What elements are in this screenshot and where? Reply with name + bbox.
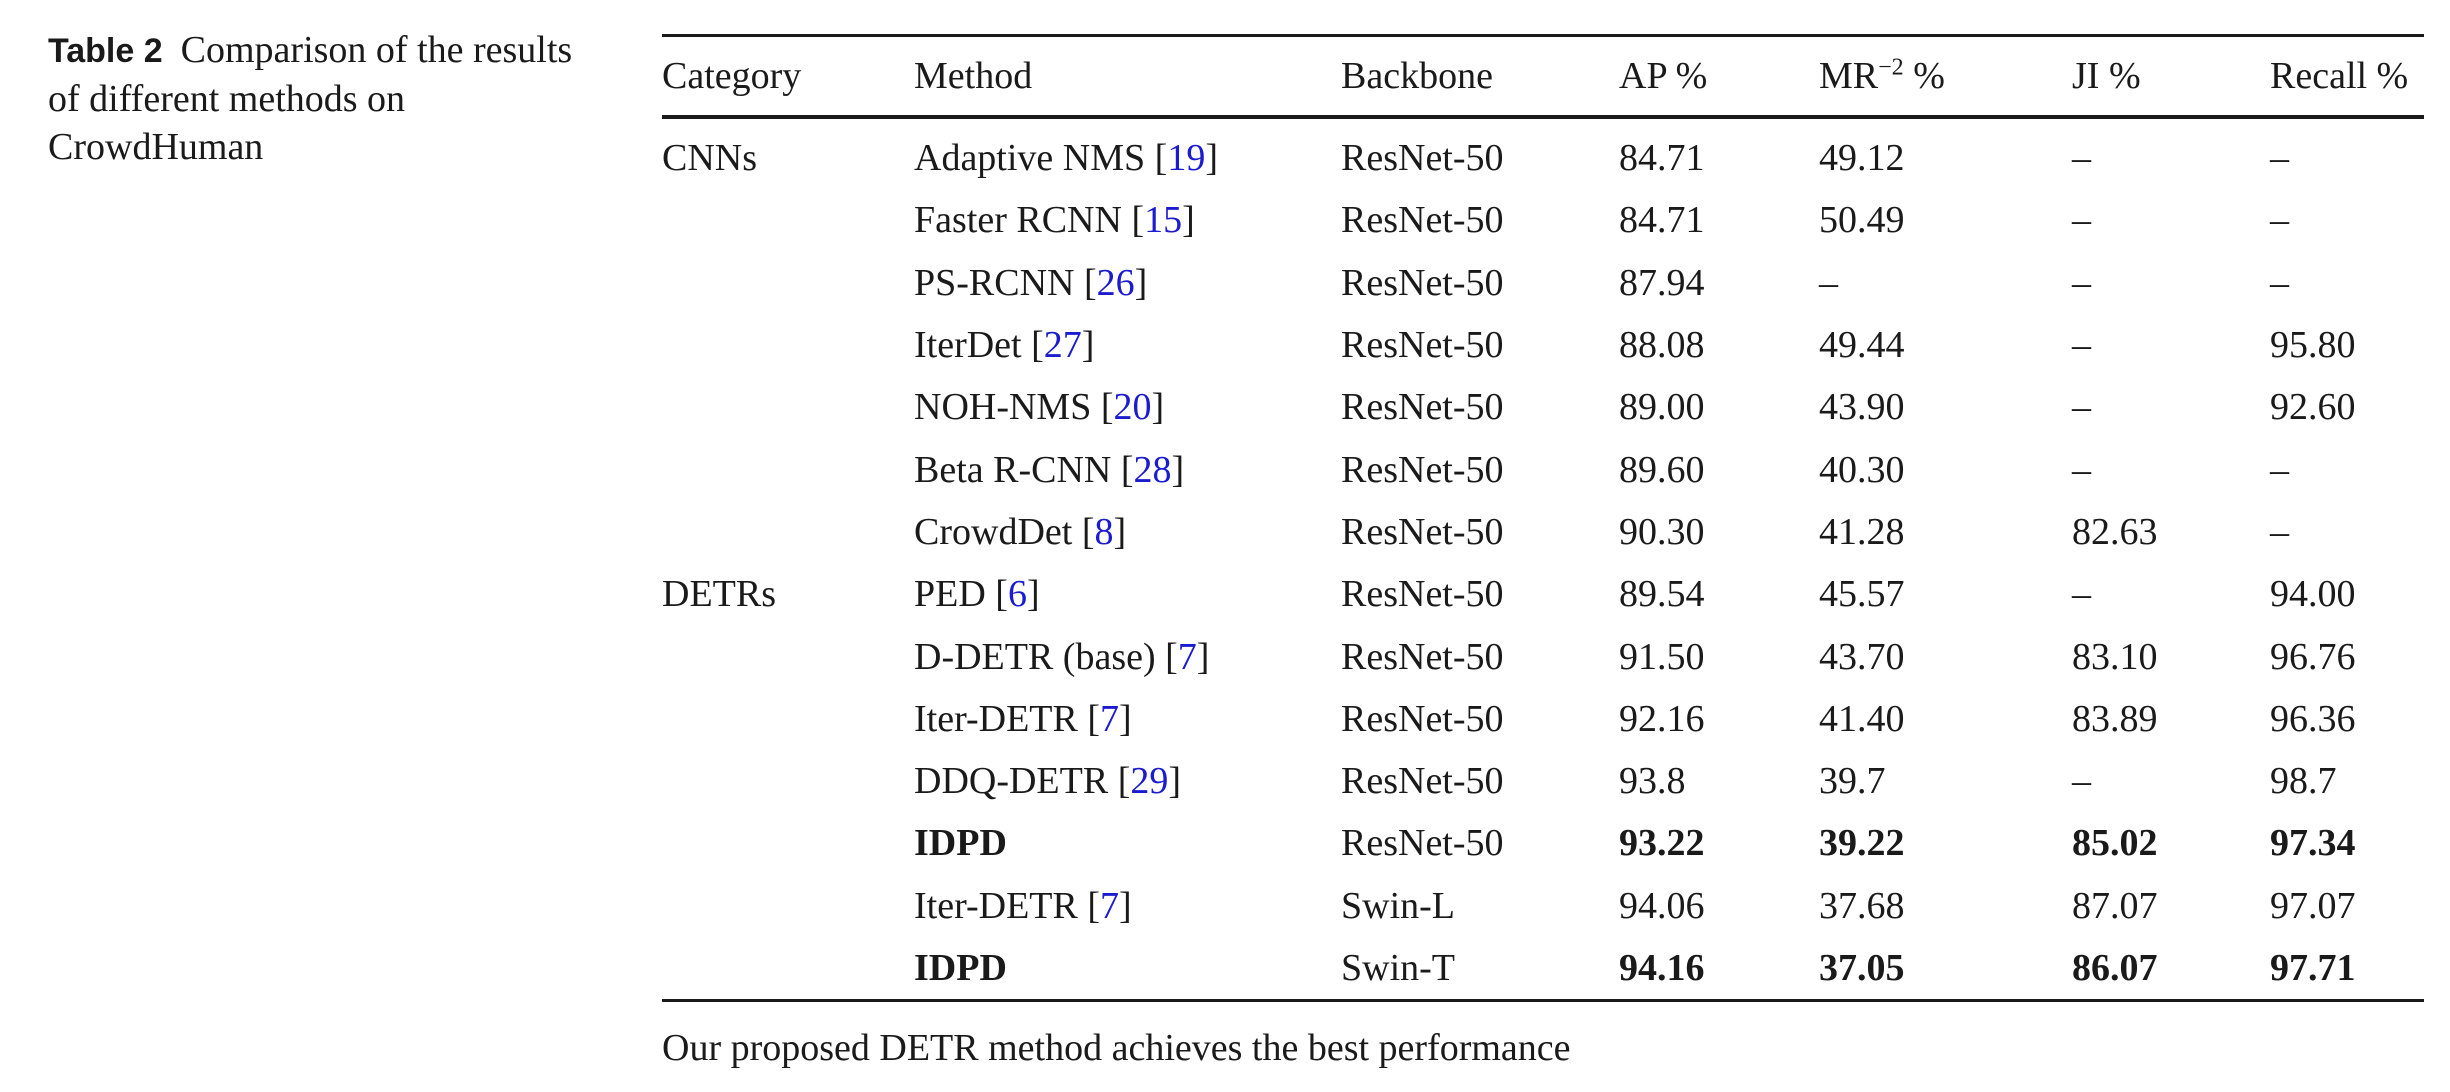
cell-ji: 85.02 (2072, 822, 2158, 865)
table-row (662, 117, 2424, 189)
cell-category (662, 937, 914, 1001)
citation-link[interactable]: 7 (1177, 635, 1197, 678)
cell-ji: – (2072, 261, 2091, 304)
table-row (662, 625, 2424, 687)
cell-category (662, 376, 914, 438)
cell-backbone: ResNet-50 (1341, 448, 1504, 491)
cell-backbone: Swin-L (1341, 884, 1455, 927)
cell-category (662, 252, 914, 314)
table-row (662, 688, 2424, 750)
cell-ji: 83.89 (2072, 697, 2158, 740)
cell-mr: 41.40 (1819, 697, 1905, 740)
method-name: Adaptive NMS (914, 137, 1146, 180)
table-row (662, 750, 2424, 812)
table-row (662, 376, 2424, 438)
cell-recall: 98.7 (2270, 760, 2337, 803)
header-ji: JI % (2072, 55, 2141, 97)
cell-backbone: ResNet-50 (1341, 510, 1504, 553)
cell-backbone: ResNet-50 (1341, 386, 1504, 429)
cell-backbone: ResNet-50 (1341, 324, 1504, 367)
cell-ap: 87.94 (1619, 261, 1705, 304)
citation-link[interactable]: 19 (1167, 137, 1206, 180)
method-name: PS-RCNN (914, 261, 1075, 304)
cell-ji: 83.10 (2072, 635, 2158, 678)
cell-ji: 86.07 (2072, 947, 2158, 989)
table-row (662, 563, 2424, 625)
cell-method: Iter-DETR [7] (914, 884, 1132, 927)
citation-link[interactable]: 7 (1100, 884, 1119, 927)
caption-text: Comparison of the results of different methods on CrowdHuman (48, 29, 573, 168)
cell-category (662, 875, 914, 937)
cell-backbone: ResNet-50 (1341, 137, 1504, 180)
cell-method: PED [6] (914, 573, 1040, 616)
cell-backbone: Swin-T (1341, 947, 1455, 989)
cell-backbone: ResNet-50 (1341, 573, 1504, 616)
cell-recall: 96.36 (2270, 697, 2356, 740)
cell-backbone: ResNet-50 (1341, 261, 1504, 304)
cell-ji: 82.63 (2072, 510, 2158, 553)
cell-recall: – (2270, 199, 2289, 242)
cell-ap: 90.30 (1619, 510, 1705, 553)
cell-method: Iter-DETR [7] (914, 697, 1132, 740)
table-row (662, 252, 2424, 314)
cell-ji: – (2072, 137, 2091, 180)
header-ap: AP % (1619, 55, 1708, 97)
cell-mr: 49.44 (1819, 324, 1905, 367)
cell-method: D-DETR (base) [7] (914, 635, 1210, 678)
header-category: Category (662, 55, 802, 97)
header-mr-suffix: % (1903, 55, 1945, 97)
cell-mr: 43.70 (1819, 635, 1905, 678)
citation-link[interactable]: 8 (1094, 510, 1114, 553)
table-body (662, 117, 2424, 1001)
citation-link[interactable]: 6 (1007, 573, 1027, 616)
cell-ap: 89.54 (1619, 573, 1705, 616)
cell-method: Beta R-CNN [28] (914, 448, 1185, 491)
cell-ap: 89.00 (1619, 386, 1705, 429)
citation-link[interactable]: 26 (1096, 261, 1135, 304)
table-row (662, 314, 2424, 376)
table-header (662, 36, 2424, 118)
table-row (662, 501, 2424, 563)
cell-recall: 97.34 (2270, 822, 2356, 865)
cell-recall: 95.80 (2270, 324, 2356, 367)
cell-method: IterDet [27] (914, 324, 1095, 367)
cell-category (662, 314, 914, 376)
results-table (662, 34, 2424, 1002)
cell-ap: 84.71 (1619, 199, 1705, 242)
cell-recall: 94.00 (2270, 573, 2356, 616)
cell-ap: 88.08 (1619, 324, 1705, 367)
cell-ap: 89.60 (1619, 448, 1705, 491)
cell-mr: 41.28 (1819, 510, 1905, 553)
citation-link[interactable]: 28 (1133, 448, 1172, 491)
cell-recall: – (2270, 137, 2289, 180)
header-backbone: Backbone (1341, 55, 1493, 97)
cell-category (662, 750, 914, 812)
method-name: IDPD (914, 947, 1007, 989)
citation-link[interactable]: 29 (1130, 760, 1169, 803)
citation-link[interactable]: 27 (1043, 324, 1082, 367)
cell-ji: – (2072, 448, 2091, 491)
cell-recall: – (2270, 510, 2289, 553)
method-name: DDQ-DETR (914, 760, 1109, 803)
cell-mr: 39.7 (1819, 760, 1886, 803)
cell-category: CNNs (662, 137, 758, 180)
cell-mr: 37.05 (1819, 947, 1905, 989)
method-name: NOH-NMS (914, 386, 1092, 429)
cell-ji: – (2072, 573, 2091, 616)
cell-method: NOH-NMS [20] (914, 386, 1165, 429)
cell-ji: – (2072, 760, 2091, 803)
cell-ap: 93.8 (1619, 760, 1686, 803)
cell-category: DETRs (662, 573, 776, 616)
cell-method: CrowdDet [8] (914, 510, 1127, 553)
method-name: Beta R-CNN (914, 448, 1112, 491)
cell-recall: 96.76 (2270, 635, 2356, 678)
cell-backbone: ResNet-50 (1341, 697, 1504, 740)
cell-method: PS-RCNN [26] (914, 261, 1148, 304)
table-caption (48, 26, 608, 171)
method-name: IterDet (914, 324, 1022, 367)
cell-mr: 50.49 (1819, 199, 1905, 242)
cell-mr: 37.68 (1819, 884, 1905, 927)
cell-category (662, 189, 914, 251)
cell-backbone: ResNet-50 (1341, 635, 1504, 678)
cell-mr: 40.30 (1819, 448, 1905, 491)
cell-method: Faster RCNN [15] (914, 199, 1195, 242)
table-row (662, 189, 2424, 251)
cell-mr: 43.90 (1819, 386, 1905, 429)
table-row (662, 438, 2424, 500)
cell-mr: 45.57 (1819, 573, 1905, 616)
cell-method: DDQ-DETR [29] (914, 760, 1182, 803)
cell-category (662, 625, 914, 687)
table-row (662, 875, 2424, 937)
table-row (662, 937, 2424, 1001)
citation-link[interactable]: 15 (1144, 199, 1183, 242)
cell-ji: 87.07 (2072, 884, 2158, 927)
method-name: Faster RCNN (914, 199, 1122, 242)
cell-category (662, 812, 914, 874)
cell-category (662, 688, 914, 750)
header-method: Method (914, 55, 1033, 97)
method-name: CrowdDet (914, 510, 1073, 553)
table-label: Table 2 (48, 32, 163, 70)
method-name: Iter-DETR (914, 884, 1078, 927)
header-row (662, 36, 2424, 118)
cell-backbone: ResNet-50 (1341, 199, 1504, 242)
header-mr-base: MR (1819, 55, 1879, 97)
cell-ji: – (2072, 324, 2091, 367)
cell-mr: 49.12 (1819, 137, 1905, 180)
cell-recall: 97.71 (2270, 947, 2356, 989)
citation-link[interactable]: 7 (1100, 697, 1119, 740)
cell-ap: 92.16 (1619, 697, 1705, 740)
cell-ap: 91.50 (1619, 635, 1705, 678)
method-name: PED (914, 573, 986, 616)
results-table-container (662, 34, 2424, 1002)
method-name: D-DETR (base) (914, 635, 1156, 678)
cell-recall: – (2270, 261, 2289, 304)
cell-mr: – (1819, 261, 1838, 304)
header-mr-superscript: −2 (1878, 54, 1904, 81)
citation-link[interactable]: 20 (1113, 386, 1152, 429)
cell-recall: 92.60 (2270, 386, 2356, 429)
cell-method: Adaptive NMS [19] (914, 137, 1218, 180)
cell-method (914, 937, 1341, 1001)
cell-recall: – (2270, 448, 2289, 491)
table-footnote: Our proposed DETR method achieves the best performance (662, 1027, 1571, 1069)
cell-ji: – (2072, 386, 2091, 429)
cell-ap: 93.22 (1619, 822, 1705, 865)
cell-category (662, 501, 914, 563)
table-row (662, 812, 2424, 874)
cell-recall: 97.07 (2270, 884, 2356, 927)
cell-ap: 94.06 (1619, 884, 1705, 927)
cell-ji: – (2072, 199, 2091, 242)
cell-backbone: ResNet-50 (1341, 822, 1504, 865)
header-mr (1819, 36, 2072, 118)
cell-ap: 94.16 (1619, 947, 1705, 989)
header-recall: Recall % (2270, 55, 2409, 97)
cell-method (914, 812, 1341, 874)
cell-category (662, 438, 914, 500)
cell-ap: 84.71 (1619, 137, 1705, 180)
method-name: Iter-DETR (914, 697, 1078, 740)
cell-backbone: ResNet-50 (1341, 760, 1504, 803)
cell-mr: 39.22 (1819, 822, 1905, 865)
method-name: IDPD (914, 822, 1007, 865)
